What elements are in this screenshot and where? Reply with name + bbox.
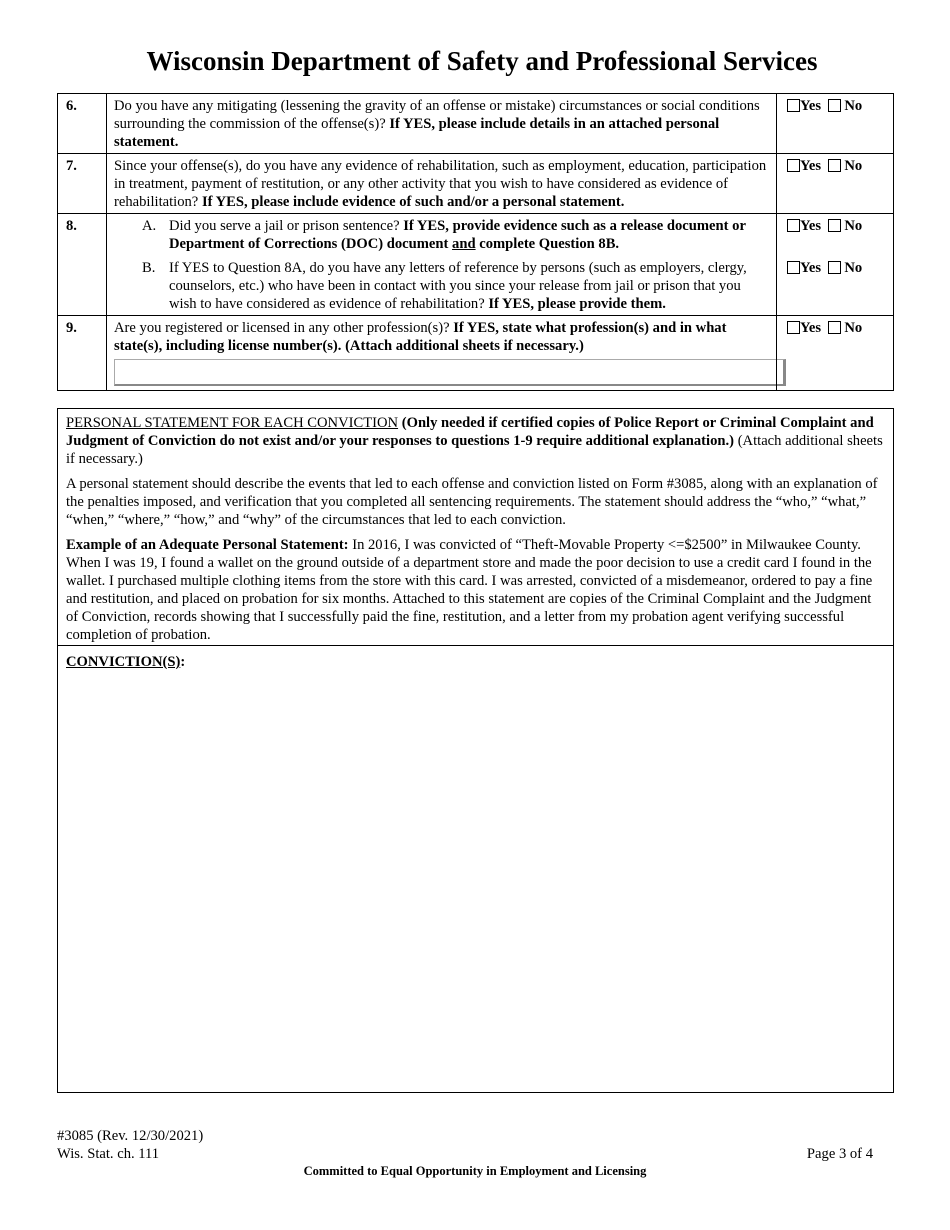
- no-label: No: [844, 218, 863, 234]
- yes-label: Yes: [800, 260, 822, 276]
- question-6-text: Do you have any mitigating (lessening the gravity of an offense or mistake) circumstances or social conditions surrounding the commission of the offense(s)? If YES, please include details in an attached personal statement.: [107, 94, 777, 154]
- question-number: 7.: [58, 154, 107, 214]
- question-6-row: [58, 94, 894, 154]
- question-number: 9.: [58, 316, 107, 391]
- question-8a-yes-checkbox[interactable]: [787, 219, 800, 232]
- question-8b-yes-checkbox[interactable]: [787, 261, 800, 274]
- question-7-row: [58, 154, 894, 214]
- convictions-label: CONVICTION(S): [66, 654, 181, 670]
- question-6-answer: [777, 94, 894, 154]
- question-6-yes-checkbox[interactable]: [787, 99, 800, 112]
- personal-statement-instructions: [58, 409, 893, 646]
- yes-label: Yes: [800, 98, 822, 114]
- question-8a-letter: A.: [142, 218, 157, 234]
- no-label: No: [844, 320, 863, 336]
- question-9-answer-field[interactable]: [114, 359, 786, 386]
- question-6-no-checkbox[interactable]: [828, 99, 841, 112]
- question-9-yes-checkbox[interactable]: [787, 321, 800, 334]
- questions-table: [57, 93, 894, 391]
- footer-form-info: [57, 1127, 203, 1163]
- question-7-text: Since your offense(s), do you have any evidence of rehabilitation, such as employment, education, participation in treatment, payment of restitution, or any other activity that you wish to have considered as evidence of rehabilitation? If YES, please include evidence of such and/or a personal statement.: [107, 154, 777, 214]
- statute-reference: Wis. Stat. ch. 111: [57, 1146, 160, 1162]
- question-8b-no-checkbox[interactable]: [828, 261, 841, 274]
- convictions-field[interactable]: CONVICTION(S):: [66, 654, 186, 670]
- example-label: Example of an Adequate Personal Statement:: [66, 537, 349, 553]
- question-8-answer: [777, 214, 894, 316]
- question-7-instruction: If YES, please include evidence of such and/or a personal statement.: [201, 194, 625, 210]
- yes-label: Yes: [800, 320, 822, 336]
- question-number: 8.: [58, 214, 107, 316]
- question-7-answer: [777, 154, 894, 214]
- no-label: No: [844, 98, 863, 114]
- question-8a-no-checkbox[interactable]: [828, 219, 841, 232]
- question-9-instruction: If YES, state what profession(s) and in what state(s), including license number(s). (Attach additional sheets if necessary.): [114, 320, 727, 354]
- question-9-row: [58, 316, 894, 391]
- form-number: #3085 (Rev. 12/30/2021): [57, 1128, 204, 1144]
- personal-statement-heading-note: (Only needed if certified copies of Police Report or Criminal Complaint and Judgment of Conviction do not exist and/or your responses to questions 1-9 require additional explanation.): [66, 415, 874, 449]
- question-6-instruction: If YES, please include details in an attached personal statement.: [114, 116, 720, 150]
- question-9-no-checkbox[interactable]: [828, 321, 841, 334]
- question-8-row: [58, 214, 894, 316]
- yes-label: Yes: [800, 158, 822, 174]
- question-8-text: [107, 214, 777, 316]
- page-number: Page 3 of 4: [806, 1146, 873, 1162]
- attach-note: (Attach additional sheets if necessary.): [66, 433, 883, 467]
- example-text: In 2016, I was convicted of “Theft-Movable Property <=$2500” in Milwaukee County. When I was 19, I found a wallet on the ground outside of a department store and made the poor decision to use a credit card I found in the wallet. I purchased multiple clothing items from the store with this card. I was arrested, convicted of a misdemeanor, ordered to pay a fine and restitution, and placed on probation for six months. Attached to this statement are copies of the Criminal Complaint and the Judgment of Conviction, records showing that I successfully paid the fine, restitution, and a letter from my probation agent verifying successful completion of probation.: [66, 537, 873, 643]
- question-number: 6.: [58, 94, 107, 154]
- personal-statement-example: [66, 536, 885, 644]
- question-7-no-checkbox[interactable]: [828, 159, 841, 172]
- question-9-text: Are you registered or licensed in any other profession(s)? If YES, state what profession(s) and in what state(s), including license number(s). (Attach additional sheets if necessary.): [107, 316, 777, 391]
- personal-statement-heading: PERSONAL STATEMENT FOR EACH CONVICTION: [66, 415, 399, 431]
- personal-statement-section: [57, 408, 894, 1093]
- question-8a: A. Did you serve a jail or prison sentence? If YES, provide evidence such as a release document or Department of Corrections (DOC) document and complete Question 8B.: [142, 218, 746, 252]
- question-8b: B. If YES to Question 8A, do you have any letters of reference by persons (such as employers, clergy, counselors, etc.) who have been in contact with you since your release from jail or prison that you wish to have considered as evidence of rehabilitation? If YES, please provide them.: [142, 260, 747, 312]
- no-label: No: [844, 158, 863, 174]
- question-9-answer: [777, 316, 894, 391]
- yes-label: Yes: [800, 218, 822, 234]
- no-label: No: [844, 260, 863, 276]
- footer-tagline: Committed to Equal Opportunity in Employment and Licensing: [303, 1164, 647, 1178]
- personal-statement-description: A personal statement should describe the events that led to each offense and conviction listed on Form #3085, along with an explanation of the penalties imposed, and verification that you completed all sentencing requirements. The statement should address the “who,” “what,” “when,” “where,” “how,” and “why” of the circumstances that led to each conviction.: [66, 476, 878, 528]
- question-7-yes-checkbox[interactable]: [787, 159, 800, 172]
- question-8b-letter: B.: [142, 260, 156, 276]
- page-title: Wisconsin Department of Safety and Professional Services: [146, 46, 818, 76]
